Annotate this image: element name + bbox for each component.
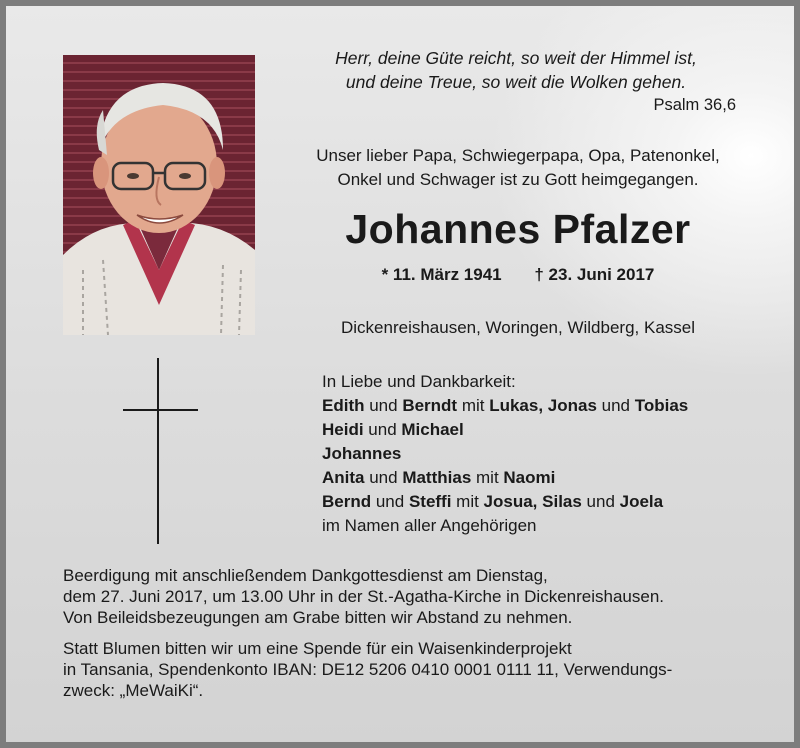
donation-info xyxy=(63,638,763,701)
intro-line: Unser lieber Papa, Schwiegerpapa, Opa, Patenonkel, xyxy=(316,146,720,165)
portrait-photo xyxy=(63,55,255,335)
cross-icon xyxy=(123,409,198,411)
mourner-row: Bernd und Steffi mit Josua, Silas und Joela xyxy=(322,492,664,511)
funeral-line: dem 27. Juni 2017, um 13.00 Uhr in der St.-Agatha-Kirche in Dickenreishausen. xyxy=(63,587,664,606)
obituary-card xyxy=(6,6,794,742)
donation-line: Statt Blumen bitten wir um eine Spende für ein Waisenkinderprojekt xyxy=(63,639,572,658)
verse-line: und deine Treue, so weit die Wolken gehen. xyxy=(345,72,687,92)
cross-icon xyxy=(157,358,159,544)
mourners-closing: im Namen aller Angehörigen xyxy=(322,516,537,535)
donation-line: zweck: „MeWaiKi“. xyxy=(63,681,204,700)
verse-line: Herr, deine Güte reicht, so weit der Himmel ist, xyxy=(335,48,697,68)
deceased-name: Johannes Pfalzer xyxy=(345,206,691,252)
donation-line: in Tansania, Spendenkonto IBAN: DE12 5206 0410 0001 0111 11, Verwendungs- xyxy=(63,660,673,679)
mourners-heading: In Liebe und Dankbarkeit: xyxy=(322,372,516,391)
mourner-row: Johannes xyxy=(322,444,402,463)
life-dates xyxy=(283,265,753,285)
funeral-info xyxy=(63,565,763,628)
intro-text xyxy=(283,144,753,192)
mourner-row: Heidi und Michael xyxy=(322,420,464,439)
birth-date: * 11. März 1941 xyxy=(381,265,502,284)
places: Dickenreishausen, Woringen, Wildberg, Kassel xyxy=(340,318,696,337)
mourners-list xyxy=(322,370,688,538)
funeral-line: Beerdigung mit anschließendem Dankgottesdienst am Dienstag, xyxy=(63,566,548,585)
verse-source: Psalm 36,6 xyxy=(653,96,736,114)
intro-line: Onkel und Schwager ist zu Gott heimgegangen. xyxy=(337,170,699,189)
mourner-row: Anita und Matthias mit Naomi xyxy=(322,468,556,487)
funeral-line: Von Beileidsbezeugungen am Grabe bitten wir Abstand zu nehmen. xyxy=(63,608,573,627)
bible-verse xyxy=(296,46,736,94)
death-date: † 23. Juni 2017 xyxy=(534,265,655,284)
mourner-row: Edith und Berndt mit Lukas, Jonas und Tobias xyxy=(322,396,689,415)
